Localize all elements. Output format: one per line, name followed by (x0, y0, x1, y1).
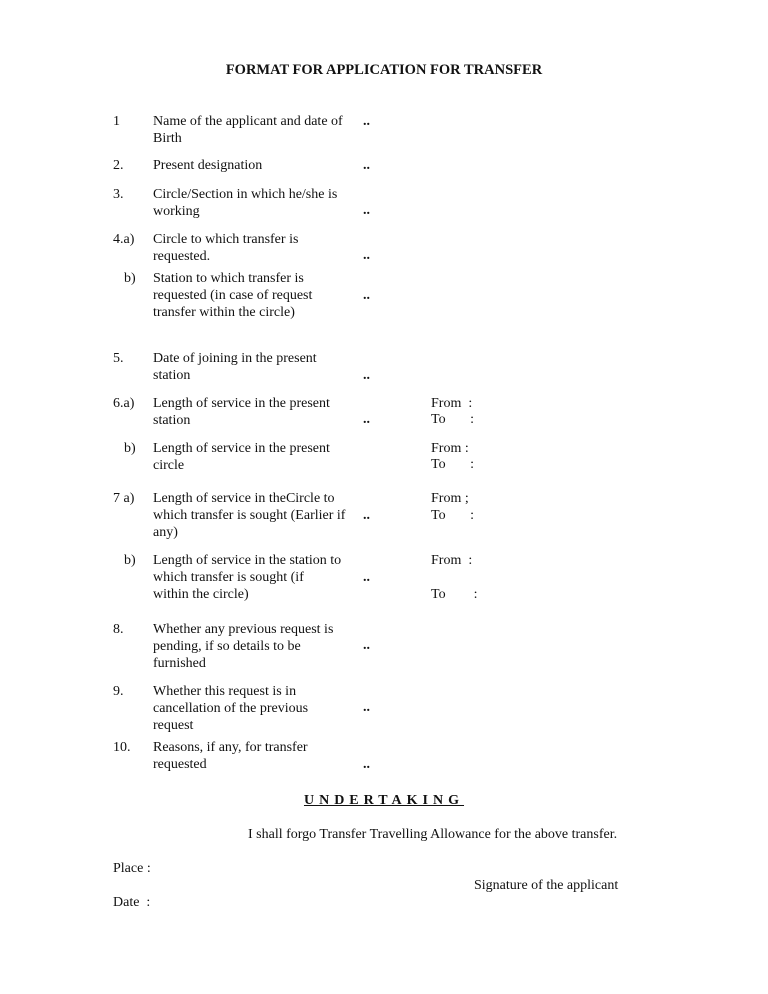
to-field: To : (431, 587, 478, 602)
item-label: Date of joining in the present station (153, 351, 317, 383)
item-label: Length of service in the station to which transfer is sought (if within the circle) (153, 553, 342, 602)
document-title: FORMAT FOR APPLICATION FOR TRANSFER (225, 62, 543, 78)
item-label: Whether any previous request is pending, if so details to be furnished (153, 622, 334, 671)
item-label: Length of service in the present station (153, 396, 330, 428)
item-label: Reasons, if any, for transfer requested (153, 740, 308, 772)
item-dots: .. (363, 412, 370, 427)
item-number: 2. (113, 158, 124, 173)
to-field: To : (431, 457, 474, 472)
item-dots: .. (363, 158, 370, 173)
item-number: 4.a) (113, 232, 135, 247)
item-dots: .. (363, 570, 370, 585)
item-dots: .. (363, 288, 370, 303)
to-field: To : (431, 508, 474, 523)
date-field: Date : (113, 895, 151, 910)
item-dots: .. (363, 368, 370, 383)
undertaking-text: I shall forgo Transfer Travelling Allowance for the above transfer. (248, 827, 618, 842)
from-field: From : (431, 396, 473, 411)
item-number: b) (124, 441, 136, 456)
from-field: From ; (431, 491, 469, 506)
item-label: Length of service in theCircle to which transfer is sought (Earlier if any) (153, 491, 346, 540)
signature-label: Signature of the applicant (474, 878, 619, 893)
item-dots: .. (363, 508, 370, 523)
item-number: 5. (113, 351, 124, 366)
place-field: Place : (113, 861, 151, 876)
item-label: Whether this request is in cancellation of the previous request (153, 684, 309, 733)
undertaking-heading: UNDERTAKING (303, 793, 465, 808)
item-label: Circle/Section in which he/she is working (153, 187, 338, 219)
item-number: 3. (113, 187, 124, 202)
item-label: Length of service in the present circle (153, 441, 330, 473)
item-dots: .. (363, 757, 370, 772)
to-field: To : (431, 412, 474, 427)
item-number: 1 (113, 114, 120, 129)
item-number: b) (124, 553, 136, 568)
item-dots: .. (363, 700, 370, 715)
from-field: From : (431, 441, 469, 456)
item-number: 6.a) (113, 396, 135, 411)
item-number: 8. (113, 622, 124, 637)
item-number: b) (124, 271, 136, 286)
item-dots: .. (363, 248, 370, 263)
item-label: Station to which transfer is requested (in case of request transfer within the circle) (153, 271, 313, 320)
item-label: Name of the applicant and date of Birth (153, 114, 343, 146)
item-label: Circle to which transfer is requested. (153, 232, 299, 264)
item-number: 10. (113, 740, 131, 755)
item-label: Present designation (153, 158, 263, 173)
from-field: From : (431, 553, 473, 568)
item-dots: .. (363, 638, 370, 653)
item-dots: .. (363, 203, 370, 218)
item-number: 9. (113, 684, 124, 699)
item-dots: .. (363, 114, 370, 129)
item-number: 7 a) (113, 491, 135, 506)
